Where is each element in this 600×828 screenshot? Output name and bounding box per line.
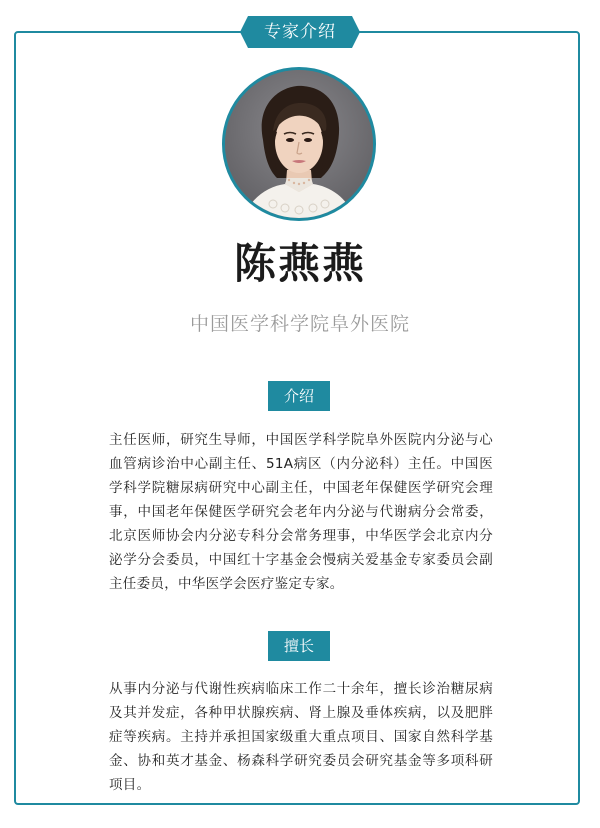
intro-text: 主任医师，研究生导师，中国医学科学院阜外医院内分泌与心血管病诊治中心副主任、51A病区（内分泌科）主任。中国医学科学院糖尿病研究中心副主任，中国老年保健医学研究会理事，中国老年保健医学研究会老年内分泌与代谢病分会常委，北京医师协会内分泌专科分会常务理事，中华医学会北京内分泌学分会委员，中国红十字基金会慢病关爱基金专家委员会副主任委员，中华医学会医疗鉴定专家。: [109, 432, 493, 592]
skill-section-label: 擅长: [268, 631, 330, 661]
intro-section-label: 介绍: [268, 381, 330, 411]
avatar: [222, 67, 376, 221]
doctor-name: 陈燕燕: [233, 239, 366, 288]
skill-text: 从事内分泌与代谢性疾病临床工作二十余年，擅长诊治糖尿病及其并发症，各种甲状腺疾病、肾上腺及垂体疾病，以及肥胖症等疾病。主持并承担国家级重大重点项目、国家自然科学基金、协和英才基金、杨森科学研究委员会研究基金等多项科研项目。: [109, 681, 493, 793]
header-title: 专家介绍: [248, 16, 352, 48]
doctor-hospital: 中国医学科学院阜外医院: [189, 313, 410, 335]
